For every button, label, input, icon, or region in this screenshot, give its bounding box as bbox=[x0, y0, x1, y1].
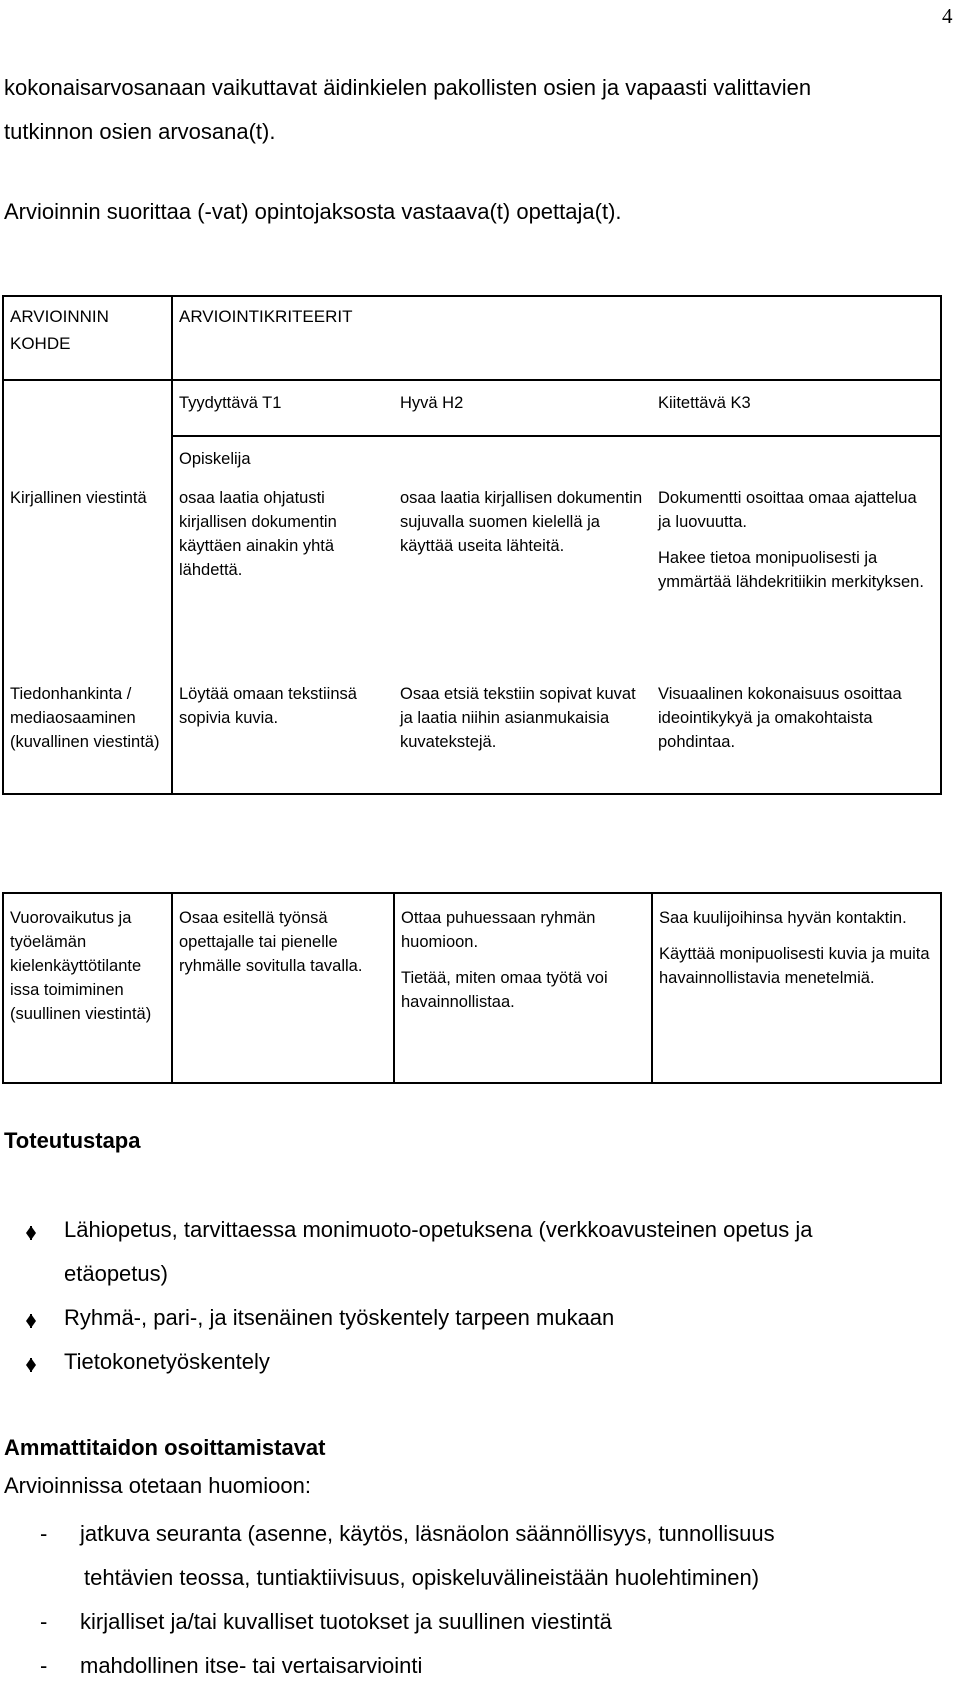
list-item: etäopetus) bbox=[64, 1261, 168, 1286]
row-target: Vuorovaikutus ja työelämän kielenkäyttötilante issa toimiminen (suullinen viestintä) bbox=[3, 893, 172, 1083]
section-intro: Arvioinnissa otetaan huomioon: bbox=[4, 1473, 311, 1498]
criteria-table-continued bbox=[2, 892, 942, 1084]
row2-k3: Visuaalinen kokonaisuus osoittaa ideointikykyä ja omakohtaista pohdintaa. bbox=[652, 676, 941, 794]
section-heading: Ammattitaidon osoittamistavat bbox=[4, 1435, 326, 1460]
header-target: ARVIOINNIN KOHDE bbox=[10, 307, 109, 353]
row-target: Tiedonhankinta / mediaosaaminen (kuvallinen viestintä) bbox=[3, 676, 172, 794]
row1-h2: osaa laatia kirjallisen dokumentin sujuvalla suomen kielellä ja käyttää useita lähteitä. bbox=[400, 489, 643, 555]
ammattitaito-list bbox=[40, 1512, 775, 1688]
toteutustapa-list bbox=[26, 1208, 812, 1384]
list-item: Lähiopetus, tarvittaessa monimuoto-opetuksena (verkkoavusteinen opetus ja bbox=[26, 1208, 812, 1252]
section-heading: Toteutustapa bbox=[4, 1128, 141, 1153]
row3-t1: Osaa esitellä työnsä opettajalle tai pienelle ryhmälle sovitulla tavalla. bbox=[172, 893, 394, 1083]
list-item: tehtävien teossa, tuntiaktiivisuus, opiskeluvälineistään huolehtiminen) bbox=[84, 1565, 760, 1590]
row3-h2: Ottaa puhuessaan ryhmän huomioon. Tietää, miten omaa työtä voi havainnollistaa. bbox=[394, 893, 652, 1083]
grade-h2: Hyvä H2 bbox=[400, 394, 464, 412]
page-number: 4 bbox=[942, 4, 953, 28]
grade-t1: Tyydyttävä T1 bbox=[179, 394, 282, 412]
row-target: Kirjallinen viestintä bbox=[3, 480, 172, 676]
list-item: - kirjalliset ja/tai kuvalliset tuotokset ja suullinen viestintä bbox=[40, 1609, 612, 1634]
diamond-bullet-icon bbox=[26, 1226, 36, 1240]
header-criteria: ARVIOINTIKRITEERIT bbox=[179, 307, 353, 326]
intro-line-1: kokonaisarvosanaan vaikuttavat äidinkielen pakollisten osien ja vapaasti valittavien bbox=[4, 75, 812, 100]
header-target-cell bbox=[3, 296, 172, 380]
grade-k3: Kiitettävä K3 bbox=[652, 380, 941, 436]
criteria-table bbox=[2, 295, 942, 795]
list-item: Tietokonetyöskentely bbox=[26, 1340, 812, 1384]
row2-t1: Löytää omaan tekstiinsä sopivia kuvia. bbox=[172, 676, 394, 794]
list-item: - mahdollinen itse- tai vertaisarviointi bbox=[40, 1653, 423, 1678]
student-label: Opiskelija bbox=[172, 436, 941, 480]
row1-t1: osaa laatia ohjatusti kirjallisen dokumentin käyttäen ainakin yhtä lähdettä. bbox=[172, 480, 394, 676]
diamond-bullet-icon bbox=[26, 1358, 36, 1372]
list-item: Ryhmä-, pari-, ja itsenäinen työskentely tarpeen mukaan bbox=[26, 1296, 812, 1340]
intro-line-3: Arvioinnin suorittaa (-vat) opintojaksosta vastaava(t) opettaja(t). bbox=[4, 199, 622, 224]
diamond-bullet-icon bbox=[26, 1314, 36, 1328]
list-item: - jatkuva seuranta (asenne, käytös, läsnäolon säännöllisyys, tunnollisuus bbox=[40, 1521, 775, 1546]
intro-line-2: tutkinnon osien arvosana(t). bbox=[4, 119, 276, 144]
row3-k3: Saa kuulijoihinsa hyvän kontaktin. Käyttää monipuolisesti kuvia ja muita havainnollistavia menetelmiä. bbox=[652, 893, 941, 1083]
row2-h2: Osaa etsiä tekstiin sopivat kuvat ja laatia niihin asianmukaisia kuvatekstejä. bbox=[394, 676, 652, 794]
header-criteria-cell bbox=[172, 296, 941, 380]
row1-k3: Dokumentti osoittaa omaa ajattelua ja luovuutta. Hakee tietoa monipuolisesti ja ymmärtää lähdekritiikin merkityksen. bbox=[652, 480, 941, 676]
